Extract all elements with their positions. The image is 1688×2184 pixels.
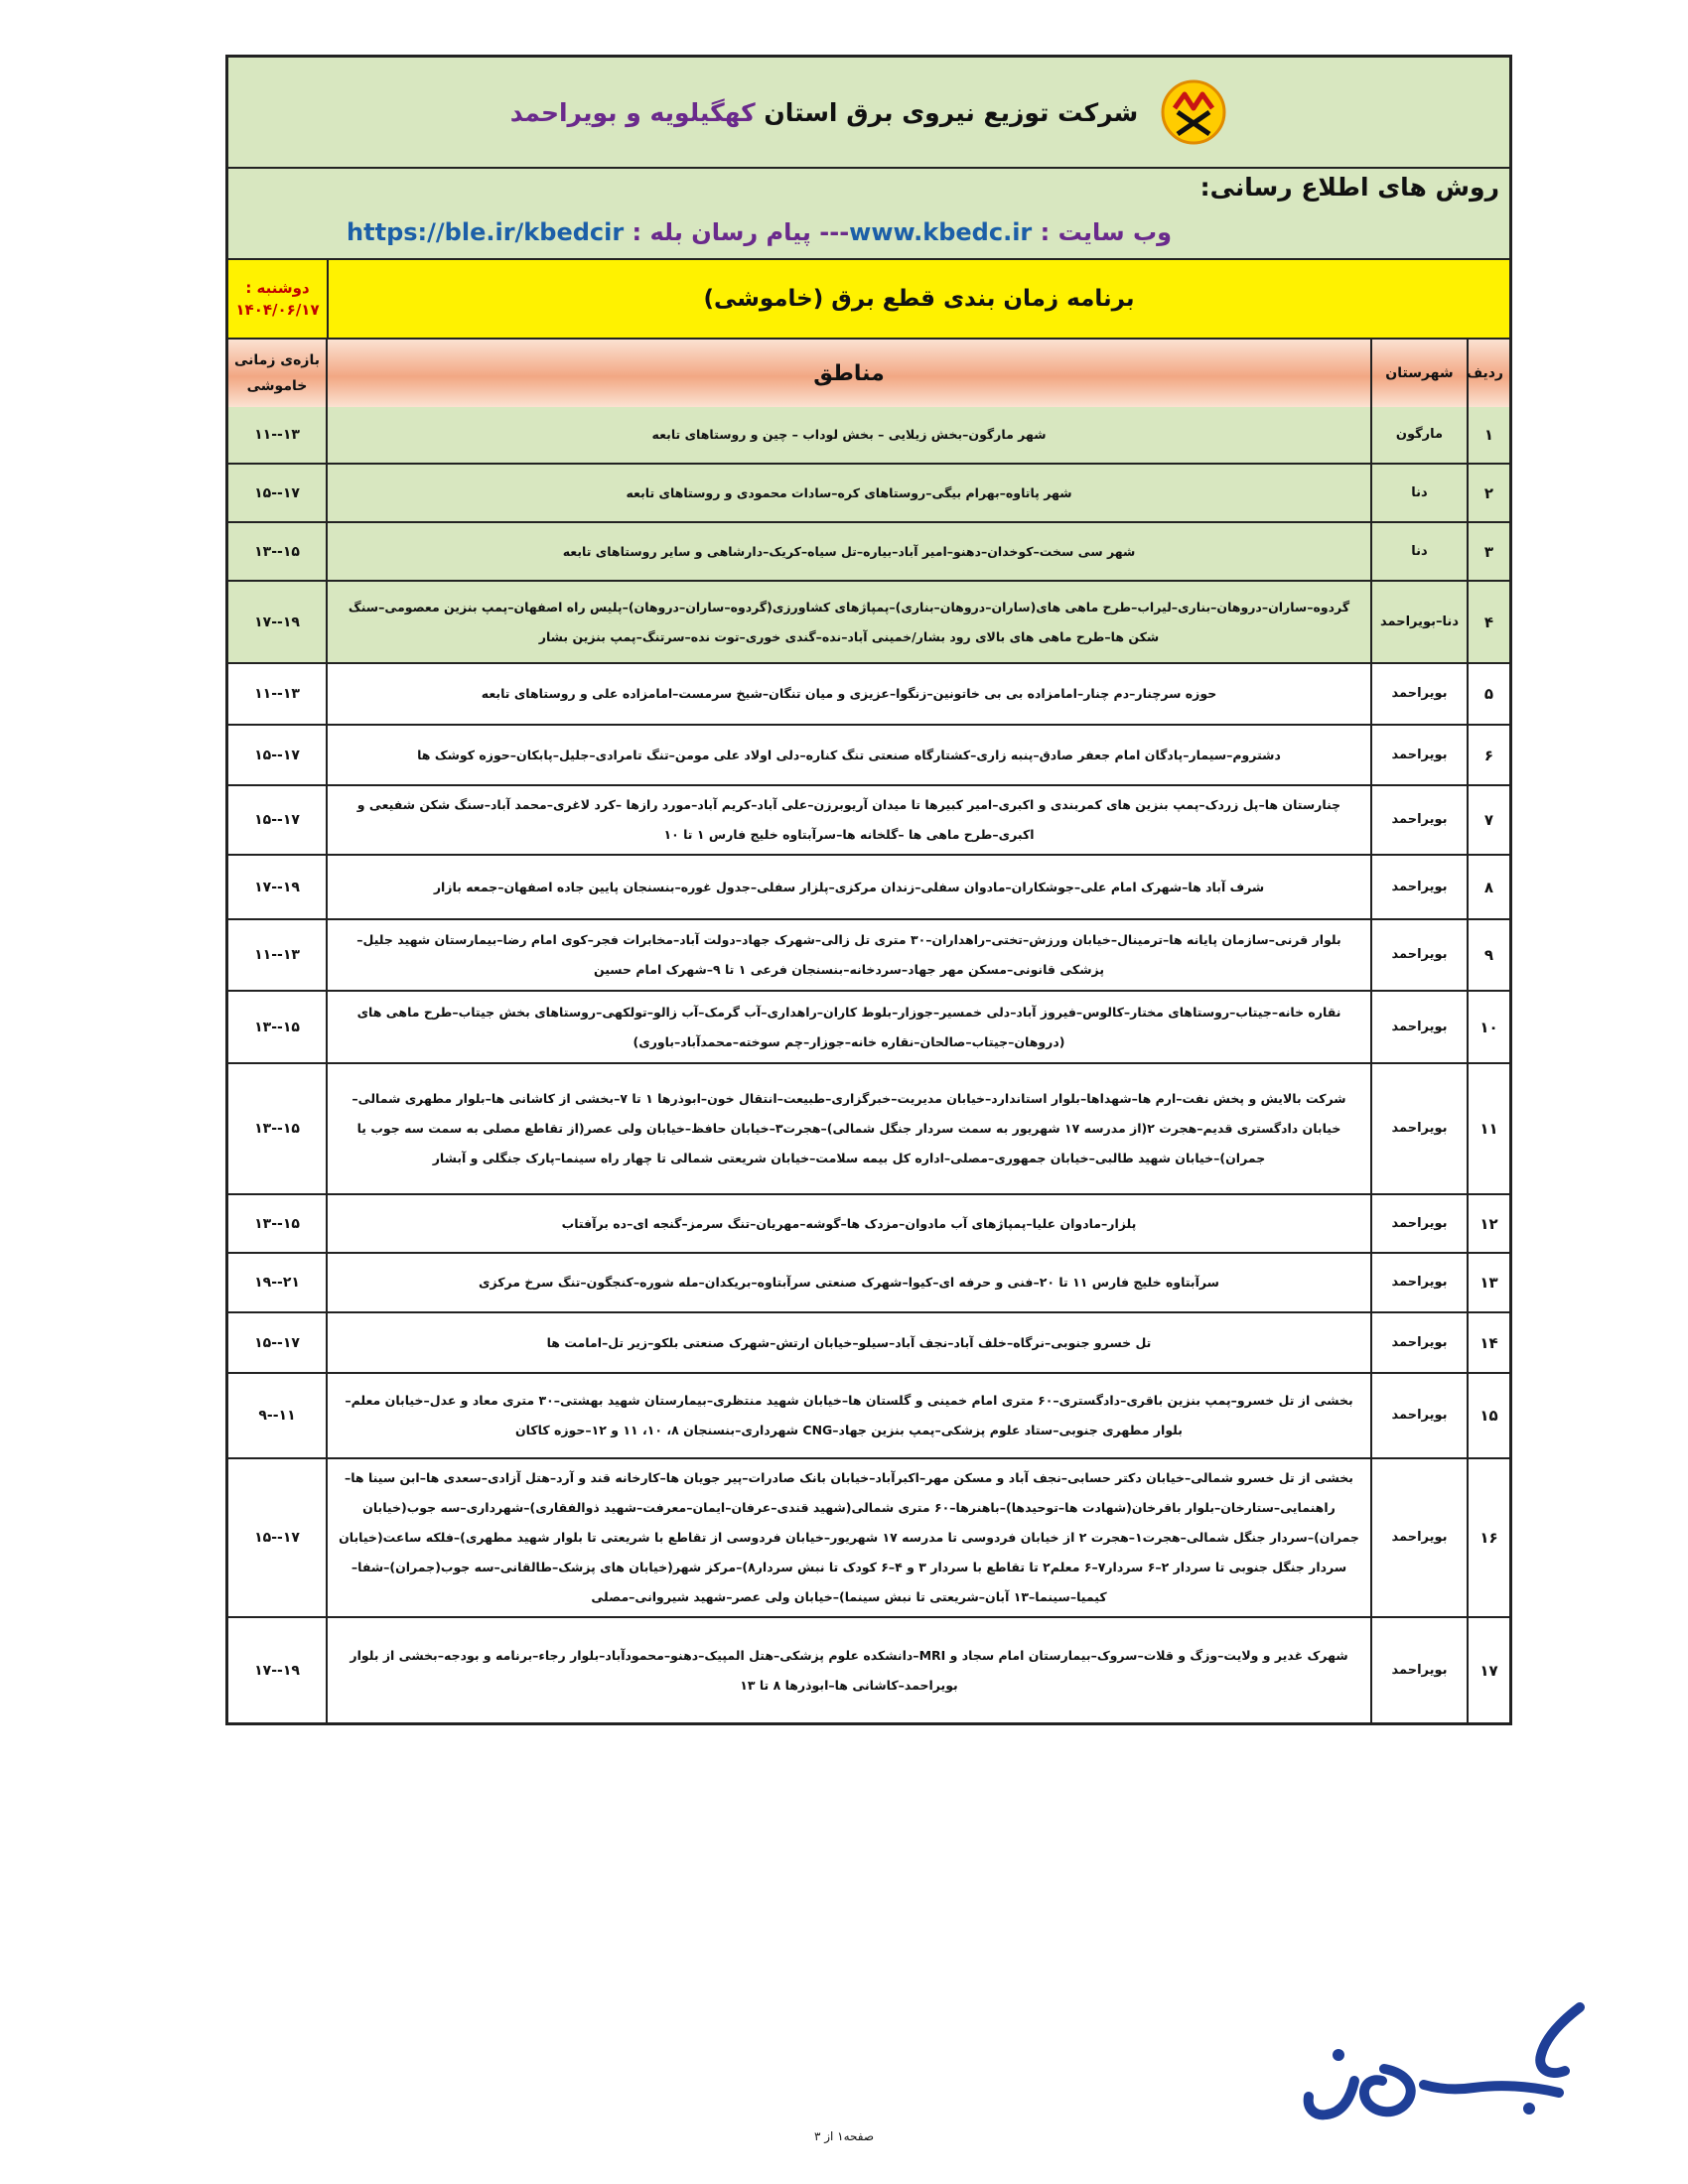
row-number-cell: ۳ [1468,522,1509,581]
table-row [228,725,1509,785]
city-cell: بویراحمد [1371,1373,1468,1458]
areas-cell: سرآبتاوه خلیج فارس ۱۱ تا ۲۰–فنی و حرفه ای–کیوا–شهرک صنعتی سرآبتاوه–بریکدان–مله شوره–کنجگون–تنگ سرخ مرکزی [327,1253,1371,1312]
asre-dena-watermark-icon [1299,1997,1592,2131]
row-number-cell: ۱۵ [1468,1373,1509,1458]
time-range-cell: ۱۳--۱۱ [228,663,327,725]
areas-cell: تل خسرو جنوبی–نرگاه–خلف آباد–نجف آباد–سیلو–خیابان ارتش–شهرک صنعتی بلکو–زیر تل–امامت ها [327,1312,1371,1373]
city-cell: بویراحمد [1371,1063,1468,1194]
table-row [228,407,1509,464]
time-range-cell: ۲۱--۱۹ [228,1253,327,1312]
city-cell: بویراحمد [1371,919,1468,991]
row-number-cell: ۸ [1468,855,1509,919]
city-cell: بویراحمد [1371,855,1468,919]
time-range-cell: ۱۵--۱۳ [228,522,327,581]
table-row [228,855,1509,919]
table-row [228,1458,1509,1617]
time-range-cell: ۱۵--۱۳ [228,1063,327,1194]
row-number-cell: ۶ [1468,725,1509,785]
row-number-cell: ۷ [1468,785,1509,855]
areas-cell: شرکت بالایش و پخش نفت–ارم ها–شهداها–بلوار استاندارد–خیابان مدیریت–خبرگزاری–طبیعت–انتقال خون–ابوذرها ۱ تا ۷–بخشی از کاشانی ها–بلوار مطهری شمالی–خیابان دادگستری قدیم–هجرت ۲(از مدرسه ۱۷ شهریور به سمت سردار جنگل شمالی)–هجرت۳–خیابان حافظ–خیابان ولی عصر(از تقاطع مصلی به سمت سه جوب یا جمران)–خیابان شهید طالبی–خیابان جمهوری–مصلی–اداره کل بیمه سلامت–خیابان شریعتی شمالی تا چهار راه سینما–پارک جنگلی و آبشار [327,1063,1371,1194]
city-cell: بویراحمد [1371,663,1468,725]
areas-cell: پلزار–مادوان علیا–پمپاژهای آب مادوان–مزدک ها–گوشه–مهریان–تنگ سرمز–گنجه ای–ده برآفتاب [327,1194,1371,1253]
table-row [228,663,1509,725]
row-number-cell: ۲ [1468,464,1509,522]
city-cell: بویراحمد [1371,1194,1468,1253]
info-title: روش های اطلاع رسانی: [1199,173,1499,202]
areas-cell: بخشی از تل خسرو شمالی–خیابان دکتر حسابی–نجف آباد و مسکن مهر–اکبرآباد–خیابان بانک صادرات–پیر جویان ها–کارخانه قند و آرد–هتل آزادی–سعدی ها–ابن سینا ها–راهنمایی–ستارخان–بلوار باقرخان(شهادت ها–توحیدها)–باهنرها–۶۰ متری شمالی(شهید قندی–عرفان–ایمان–معرفت–شهید ذوالفقاری)–شهرداری–سه جوب(خیابان جمران)–سردار جنگل شمالی–هجرت۱–هجرت ۲ از خیابان فردوسی تا مدرسه ۱۷ شهریور–خیابان فردوسی از تقاطع با شریعتی تا بلوار شهید مطهری)–فلکه ساعت(خیابان سردار جنگل جنوبی تا سردار ۲–۶ سردار۷–۶ معلم۲ تا تقاطع با سردار ۳ و ۴–۶ کودک تا نبش سردار۸)–مرکز شهر(خیابان های پزشک–طالقانی–سه جوب(جمران)–شفا–کیمیا–سینما–۱۳ آبان–شریعتی تا نبش سینما)–خیابان ولی عصر–شهید شیروانی–مصلی [327,1458,1371,1617]
time-range-cell: ۱۱--۹ [228,1373,327,1458]
row-number-cell: ۵ [1468,663,1509,725]
time-range-cell: ۱۹--۱۷ [228,581,327,663]
time-header-line2: خاموشی [246,378,308,394]
table-row [228,785,1509,855]
row-number-cell: ۱۷ [1468,1617,1509,1722]
time-range-cell: ۱۹--۱۷ [228,1617,327,1722]
schedule-title: برنامه زمان بندی قطع برق (خاموشی) [703,286,1135,312]
table-row [228,1312,1509,1373]
time-range-cell: ۱۳--۱۱ [228,919,327,991]
city-cell: بویراحمد [1371,1617,1468,1722]
row-number-cell: ۱۳ [1468,1253,1509,1312]
city-cell: دنا [1371,464,1468,522]
table-row [228,919,1509,991]
table-row [228,1063,1509,1194]
website-label: وب سایت : [1032,218,1172,246]
table-row [228,1373,1509,1458]
time-header-line1: بازه‌ی زمانی [234,352,320,368]
time-range-cell: ۱۵--۱۳ [228,991,327,1063]
time-range-cell: ۱۷--۱۵ [228,725,327,785]
messenger-label: پیام رسان بله : [624,218,811,246]
kbedc-logo-icon [1160,78,1227,146]
row-number-cell: ۴ [1468,581,1509,663]
city-cell: بویراحمد [1371,725,1468,785]
areas-cell: حوزه سرچنار–دم چنار–امامزاده بی بی خاتونین–زنگوا–عزیزی و میان تنگان–شیخ سرمست–امامزاده علی و روستاهای تابعه [327,663,1371,725]
row-number-cell: ۱۶ [1468,1458,1509,1617]
city-cell: بویراحمد [1371,785,1468,855]
schedule-date [228,260,329,338]
areas-cell: بخشی از تل خسرو–پمپ بنزین باقری–دادگستری–۶۰ متری امام خمینی و گلستان ها–خیابان شهید منتظری–بیمارستان شهید بهشتی–۳۰ متری معاد و عدل–خیابان معلم–بلوار مطهری جنوبی–ستاد علوم پزشکی–پمپ بنزین جهاد–CNG شهرداری–بنسنجان ۸، ۱۰، ۱۱ و ۱۲–حوزه کاکان [327,1373,1371,1458]
row-number-cell: ۱۰ [1468,991,1509,1063]
city-cell: دنا [1371,522,1468,581]
areas-cell: شهرک غدیر و ولایت–وزگ و قلات–سروک–بیمارستان امام سجاد و MRI–دانشکده علوم پزشکی–هتل المپیک–دهنو–محمودآباد–بلوار رجاء–برنامه و بودجه–بخشی از بلوار بویراحمد–کاشانی ها–ابوذرها ۸ تا ۱۳ [327,1617,1371,1722]
date-value: ۱۴۰۴/۰۶/۱۷ [235,301,320,319]
table-row [228,1194,1509,1253]
schedule-table [228,340,1509,1722]
time-range-cell: ۱۷--۱۵ [228,1312,327,1373]
row-number-cell: ۱۱ [1468,1063,1509,1194]
city-cell: بویراحمد [1371,1312,1468,1373]
areas-cell: بلوار قرنی–سازمان پایانه ها–ترمینال–خیابان ورزش–تختی–راهداران–۳۰ متری تل زالی–شهرک جهاد–دولت آباد–مخابرات فجر–کوی امام رضا–بیمارستان شهید جلیل–پزشکی قانونی–مسکن مهر جهاد–سردخانه–بنسنجان فرعی ۱ تا ۹–شهرک امام حسین [327,919,1371,991]
table-row [228,464,1509,522]
table-body [228,407,1509,1722]
time-range-cell: ۱۵--۱۳ [228,1194,327,1253]
city-cell: بویراحمد [1371,991,1468,1063]
city-cell: دنا–بویراحمد [1371,581,1468,663]
info-section [228,169,1509,260]
time-range-cell: ۱۷--۱۵ [228,785,327,855]
column-header-time [228,340,327,407]
time-range-cell: ۱۹--۱۷ [228,855,327,919]
column-header-city: شهرستان [1371,340,1468,407]
row-number-cell: ۱۲ [1468,1194,1509,1253]
areas-cell: شهر سی سخت–کوخدان–دهنو–امیر آباد–بیاره–تل سیاه–کریک–دارشاهی و سایر روستاهای تابعه [327,522,1371,581]
row-number-cell: ۹ [1468,919,1509,991]
messenger-link[interactable]: https://ble.ir/kbedcir [347,218,625,246]
table-header-row [228,340,1509,407]
city-cell: بویراحمد [1371,1458,1468,1617]
table-row [228,522,1509,581]
company-province: کهگیلویه و بویراحمد [509,97,756,127]
time-range-cell: ۱۷--۱۵ [228,1458,327,1617]
table-row [228,1617,1509,1722]
city-cell: بویراحمد [1371,1253,1468,1312]
outage-document [225,55,1512,1725]
areas-cell: دشتروم–سیمار–پادگان امام جعفر صادق–پنبه زاری–کشتارگاه صنعتی تنگ کناره–دلی اولاد علی مومن–تنگ تامرادی–جلیل–پابکان–حوزه کوشک ها [327,725,1371,785]
table-row [228,991,1509,1063]
row-number-cell: ۱ [1468,407,1509,464]
date-day: دوشنبه : [245,279,310,297]
areas-cell: نقاره خانه–جیتاب–روستاهای مختار–کالوس–فیروز آباد–دلی خمسیر–جوزار–بلوط کاران–راهداری–آب گرمک–آب زالو–تولکهی–روستاهای بخش جیتاب–طرح ماهی های (دروهان–جیتاب–صالحان–نقاره خانه–جوزار–چم سوخته–محمدآباد–باوری) [327,991,1371,1063]
areas-cell: چنارستان ها–پل زردک–پمپ بنزین های کمربندی و اکبری–امیر کبیرها تا میدان آریوبرزن–علی آباد–کریم آباد–مورد رازها –کرد لاغری–محمد آباد–سنگ شکن شفیعی و اکبری–طرح ماهی ها –گلخانه ها–سرآبتاوه خلیج فارس ۱ تا ۱۰ [327,785,1371,855]
page-number: صفحه۱ از ۳ [813,2129,875,2143]
areas-cell: شهر پاتاوه–بهرام بیگی–روستاهای کره–سادات محمودی و روستاهای تابعه [327,464,1371,522]
row-number-cell: ۱۴ [1468,1312,1509,1373]
company-name-prefix: شرکت توزیع نیروی برق استان [755,97,1139,127]
contact-line [347,218,1172,246]
schedule-banner [228,260,1509,340]
areas-cell: شهر مارگون–بخش زیلایی – بخش لوداب – چین و روستاهای تابعه [327,407,1371,464]
areas-cell: شرف آباد ها–شهرک امام علی–جوشکاران–مادوان سفلی–زندان مرکزی–پلزار سفلی–جدول غوره–بنسنجان پایین جاده اصفهان–جمعه بازار [327,855,1371,919]
website-link[interactable]: www.kbedc.ir [849,218,1033,246]
areas-cell: گردوه–ساران–دروهان–بناری–لیراب–طرح ماهی های(ساران–دروهان–بناری)–پمپاژهای کشاورزی(گردوه–ساران–دروهان)–پلیس راه اصفهان–پمپ بنزین معصومی–سنگ شکن ها–طرح ماهی های بالای رود بشار/خمینی آباد–نده–گندی خوری–توت نده–سرتنگ–پمپ بنزین بشار [327,581,1371,663]
column-header-row-number: ردیف [1468,340,1509,407]
separator: --- [819,218,850,246]
time-range-cell: ۱۷--۱۵ [228,464,327,522]
company-header [228,58,1509,169]
column-header-areas: مناطق [327,340,1371,407]
city-cell: مارگون [1371,407,1468,464]
table-row [228,1253,1509,1312]
company-name [510,98,1139,127]
table-row [228,581,1509,663]
time-range-cell: ۱۳--۱۱ [228,407,327,464]
